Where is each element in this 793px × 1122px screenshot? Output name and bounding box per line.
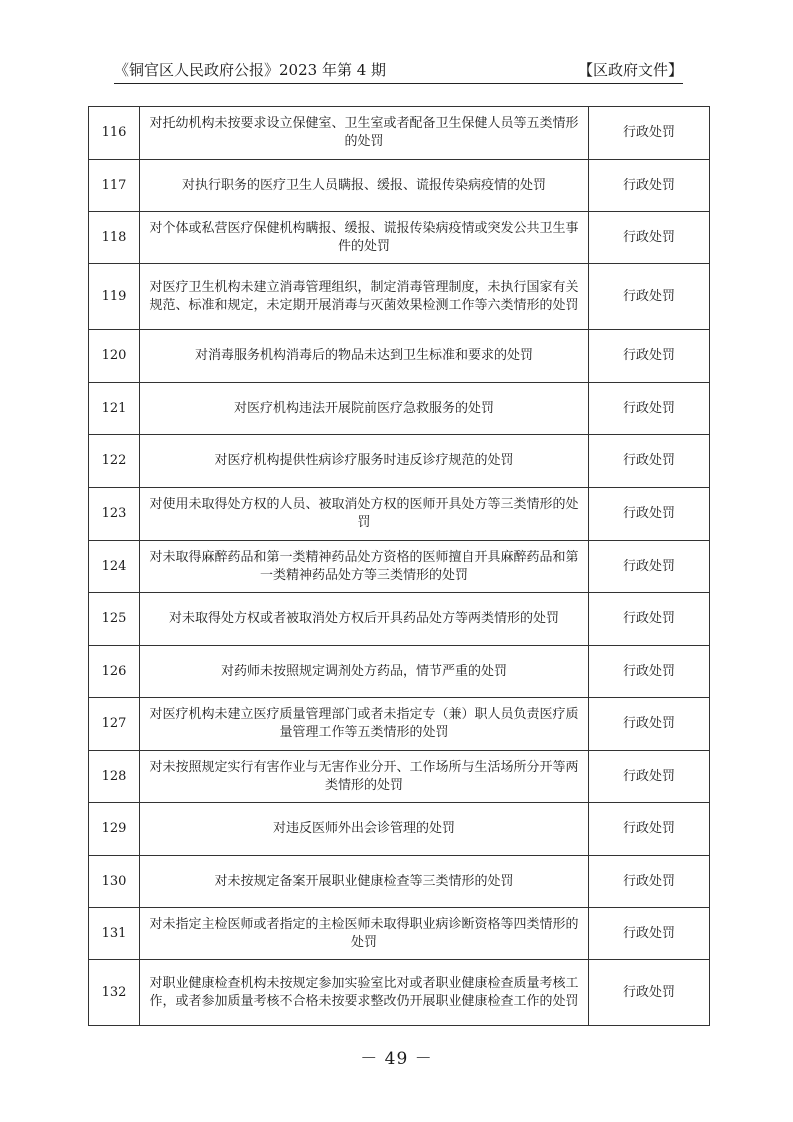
- penalty-table-body: [89, 107, 710, 1026]
- penalty-item: 对未指定主检医师或者指定的主检医师未取得职业病诊断资格等四类情形的处罚: [140, 908, 589, 960]
- table-row: [89, 488, 710, 541]
- penalty-item: 对职业健康检查机构未按规定参加实验室比对或者职业健康检查质量考核工作，或者参加质量考核不合格未按要求整改仍开展职业健康检查工作的处罚: [140, 960, 589, 1026]
- row-number: 130: [89, 856, 140, 908]
- penalty-item: 对未按照规定实行有害作业与无害作业分开、工作场所与生活场所分开等两类情形的处罚: [140, 751, 589, 803]
- penalty-item: 对托幼机构未按要求设立保健室、卫生室或者配备卫生保健人员等五类情形的处罚: [140, 107, 589, 160]
- penalty-category: 行政处罚: [589, 751, 710, 803]
- table-row: [89, 908, 710, 960]
- table-row: [89, 160, 710, 212]
- row-number: 118: [89, 212, 140, 264]
- row-number: 125: [89, 593, 140, 646]
- penalty-item: 对药师未按照规定调剂处方药品，情节严重的处罚: [140, 646, 589, 698]
- penalty-category: 行政处罚: [589, 160, 710, 212]
- table-row: [89, 698, 710, 751]
- row-number: 129: [89, 803, 140, 856]
- table-row: [89, 212, 710, 264]
- row-number: 122: [89, 435, 140, 488]
- penalty-category: 行政处罚: [589, 488, 710, 541]
- row-number: 116: [89, 107, 140, 160]
- row-number: 120: [89, 330, 140, 383]
- penalty-category: 行政处罚: [589, 856, 710, 908]
- page-number: － 49 －: [360, 1049, 433, 1069]
- penalty-category: 行政处罚: [589, 264, 710, 330]
- penalty-category: 行政处罚: [589, 330, 710, 383]
- table-row: [89, 856, 710, 908]
- table-row: [89, 383, 710, 435]
- table-row: [89, 960, 710, 1026]
- penalty-category: 行政处罚: [589, 212, 710, 264]
- penalty-item: 对执行职务的医疗卫生人员瞒报、缓报、谎报传染病疫情的处罚: [140, 160, 589, 212]
- penalty-category: 行政处罚: [589, 107, 710, 160]
- row-number: 121: [89, 383, 140, 435]
- penalty-category: 行政处罚: [589, 435, 710, 488]
- penalty-category: 行政处罚: [589, 803, 710, 856]
- row-number: 123: [89, 488, 140, 541]
- page-header: [114, 56, 683, 80]
- row-number: 119: [89, 264, 140, 330]
- penalty-item: 对医疗卫生机构未建立消毒管理组织，制定消毒管理制度，未执行国家有关规范、标准和规定，未定期开展消毒与灭菌效果检测工作等六类情形的处罚: [140, 264, 589, 330]
- penalty-item: 对使用未取得处方权的人员、被取消处方权的医师开具处方等三类情形的处罚: [140, 488, 589, 541]
- row-number: 131: [89, 908, 140, 960]
- bulletin-title: 《铜官区人民政府公报》2023 年第 4 期: [114, 61, 387, 79]
- penalty-item: 对未取得处方权或者被取消处方权后开具药品处方等两类情形的处罚: [140, 593, 589, 646]
- section-label: 【区政府文件】: [577, 61, 683, 79]
- table-row: [89, 330, 710, 383]
- penalty-category: 行政处罚: [589, 698, 710, 751]
- table-row: [89, 107, 710, 160]
- row-number: 117: [89, 160, 140, 212]
- penalty-item: 对未取得麻醉药品和第一类精神药品处方资格的医师擅自开具麻醉药品和第一类精神药品处方等三类情形的处罚: [140, 541, 589, 593]
- penalty-item: 对医疗机构未建立医疗质量管理部门或者未指定专（兼）职人员负责医疗质量管理工作等五类情形的处罚: [140, 698, 589, 751]
- row-number: 124: [89, 541, 140, 593]
- penalty-category: 行政处罚: [589, 960, 710, 1026]
- table-row: [89, 803, 710, 856]
- penalty-category: 行政处罚: [589, 541, 710, 593]
- row-number: 132: [89, 960, 140, 1026]
- penalty-category: 行政处罚: [589, 383, 710, 435]
- header-divider: [114, 83, 683, 84]
- penalty-item: 对消毒服务机构消毒后的物品未达到卫生标准和要求的处罚: [140, 330, 589, 383]
- row-number: 127: [89, 698, 140, 751]
- table-row: [89, 646, 710, 698]
- penalty-table: [88, 106, 710, 1026]
- penalty-category: 行政处罚: [589, 593, 710, 646]
- row-number: 126: [89, 646, 140, 698]
- penalty-item: 对个体或私营医疗保健机构瞒报、缓报、谎报传染病疫情或突发公共卫生事件的处罚: [140, 212, 589, 264]
- penalty-category: 行政处罚: [589, 908, 710, 960]
- penalty-item: 对医疗机构违法开展院前医疗急救服务的处罚: [140, 383, 589, 435]
- table-row: [89, 264, 710, 330]
- table-row: [89, 593, 710, 646]
- table-row: [89, 435, 710, 488]
- penalty-item: 对未按规定备案开展职业健康检查等三类情形的处罚: [140, 856, 589, 908]
- table-row: [89, 541, 710, 593]
- penalty-category: 行政处罚: [589, 646, 710, 698]
- penalty-item: 对违反医师外出会诊管理的处罚: [140, 803, 589, 856]
- penalty-item: 对医疗机构提供性病诊疗服务时违反诊疗规范的处罚: [140, 435, 589, 488]
- table-row: [89, 751, 710, 803]
- row-number: 128: [89, 751, 140, 803]
